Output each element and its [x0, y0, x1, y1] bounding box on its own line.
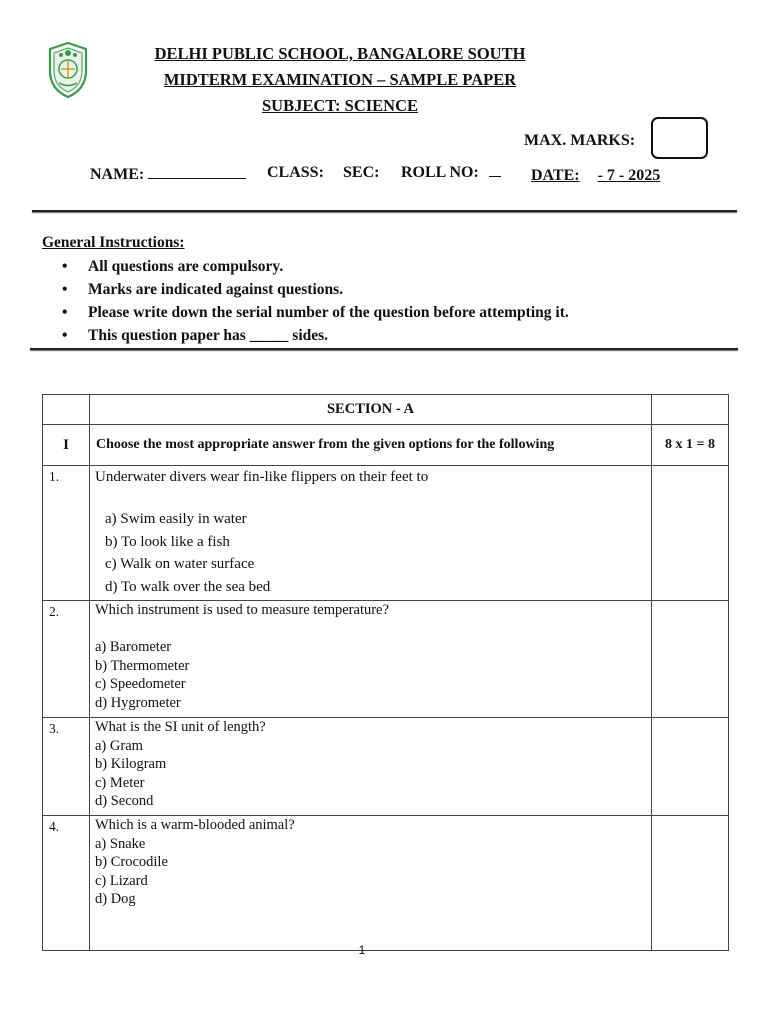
part-number: I [43, 425, 90, 466]
class-label: CLASS: [267, 164, 324, 181]
instructions-list [62, 255, 569, 347]
question-cell [90, 718, 652, 816]
exam-title: MIDTERM EXAMINATION – SAMPLE PAPER [163, 70, 517, 89]
list-item: • Marks are indicated against questions. [62, 278, 569, 301]
school-name: DELHI PUBLIC SCHOOL, BANGALORE SOUTH [154, 44, 526, 63]
question-text: Underwater divers wear fin-like flippers on their feet to [95, 469, 429, 485]
name-blank[interactable] [148, 178, 246, 179]
part-marks: 8 x 1 = 8 [652, 425, 729, 466]
question-text: Which is a warm-blooded animal? [95, 817, 295, 833]
instructions-divider [30, 348, 738, 350]
option: b) Crocodile [95, 854, 168, 870]
option: c) Meter [95, 774, 145, 791]
option: a) Gram [95, 737, 143, 754]
option: c) Lizard [95, 872, 148, 889]
date-field[interactable] [531, 167, 660, 185]
bullet-icon: • [62, 258, 68, 275]
question-number: 1. [43, 466, 90, 601]
roll-field[interactable] [401, 164, 501, 182]
bullet-icon: • [62, 327, 68, 344]
subject-title: SUBJECT: SCIENCE [261, 96, 419, 115]
option: b) To look like a fish [105, 533, 230, 550]
sec-label: SEC: [343, 164, 380, 181]
table-row [43, 395, 729, 425]
bullet-icon: • [62, 304, 68, 321]
option: c) Walk on water surface [105, 556, 255, 572]
header-divider [32, 210, 737, 212]
option: d) To walk over the sea bed [105, 578, 271, 595]
roll-blank[interactable] [489, 176, 501, 177]
option: b) Kilogram [95, 756, 167, 772]
option: a) Snake [95, 835, 146, 852]
list-item: • This question paper has _____ sides. [62, 324, 569, 347]
part-instruction: Choose the most appropriate answer from the given options for the following [90, 425, 652, 466]
date-value: - 7 - 2025 [597, 167, 661, 184]
table-row [43, 425, 729, 466]
question-cell [90, 466, 652, 601]
bullet-icon: • [62, 281, 68, 298]
table-row [43, 601, 729, 718]
option: a) Swim easily in water [105, 511, 247, 527]
question-cell [90, 601, 652, 718]
question-text: Which instrument is used to measure temperature? [95, 602, 389, 618]
page-number: 1 [358, 943, 366, 957]
question-number: 4. [43, 816, 90, 951]
list-item: • Please write down the serial number of the question before attempting it. [62, 301, 569, 324]
question-number: 2. [43, 601, 90, 718]
name-field[interactable] [90, 166, 246, 184]
option: d) Second [95, 793, 154, 809]
name-label: NAME: [90, 166, 145, 183]
table-row [43, 816, 729, 951]
question-text: What is the SI unit of length? [95, 719, 266, 735]
max-marks-label: MAX. MARKS: [524, 132, 636, 149]
date-label: DATE: [531, 167, 580, 184]
question-number: 3. [43, 718, 90, 816]
instructions-title: General Instructions: [42, 234, 185, 251]
option: c) Speedometer [95, 676, 186, 692]
option: d) Dog [95, 891, 136, 907]
question-table [42, 394, 729, 951]
table-row [43, 466, 729, 601]
section-title: SECTION - A [90, 395, 652, 425]
question-cell [90, 816, 652, 951]
list-item: • All questions are compulsory. [62, 255, 569, 278]
roll-label: ROLL NO: [401, 164, 479, 181]
max-marks-box[interactable] [651, 117, 708, 159]
option: a) Barometer [95, 639, 172, 655]
table-row [43, 718, 729, 816]
option: b) Thermometer [95, 657, 190, 674]
option: d) Hygrometer [95, 694, 181, 711]
